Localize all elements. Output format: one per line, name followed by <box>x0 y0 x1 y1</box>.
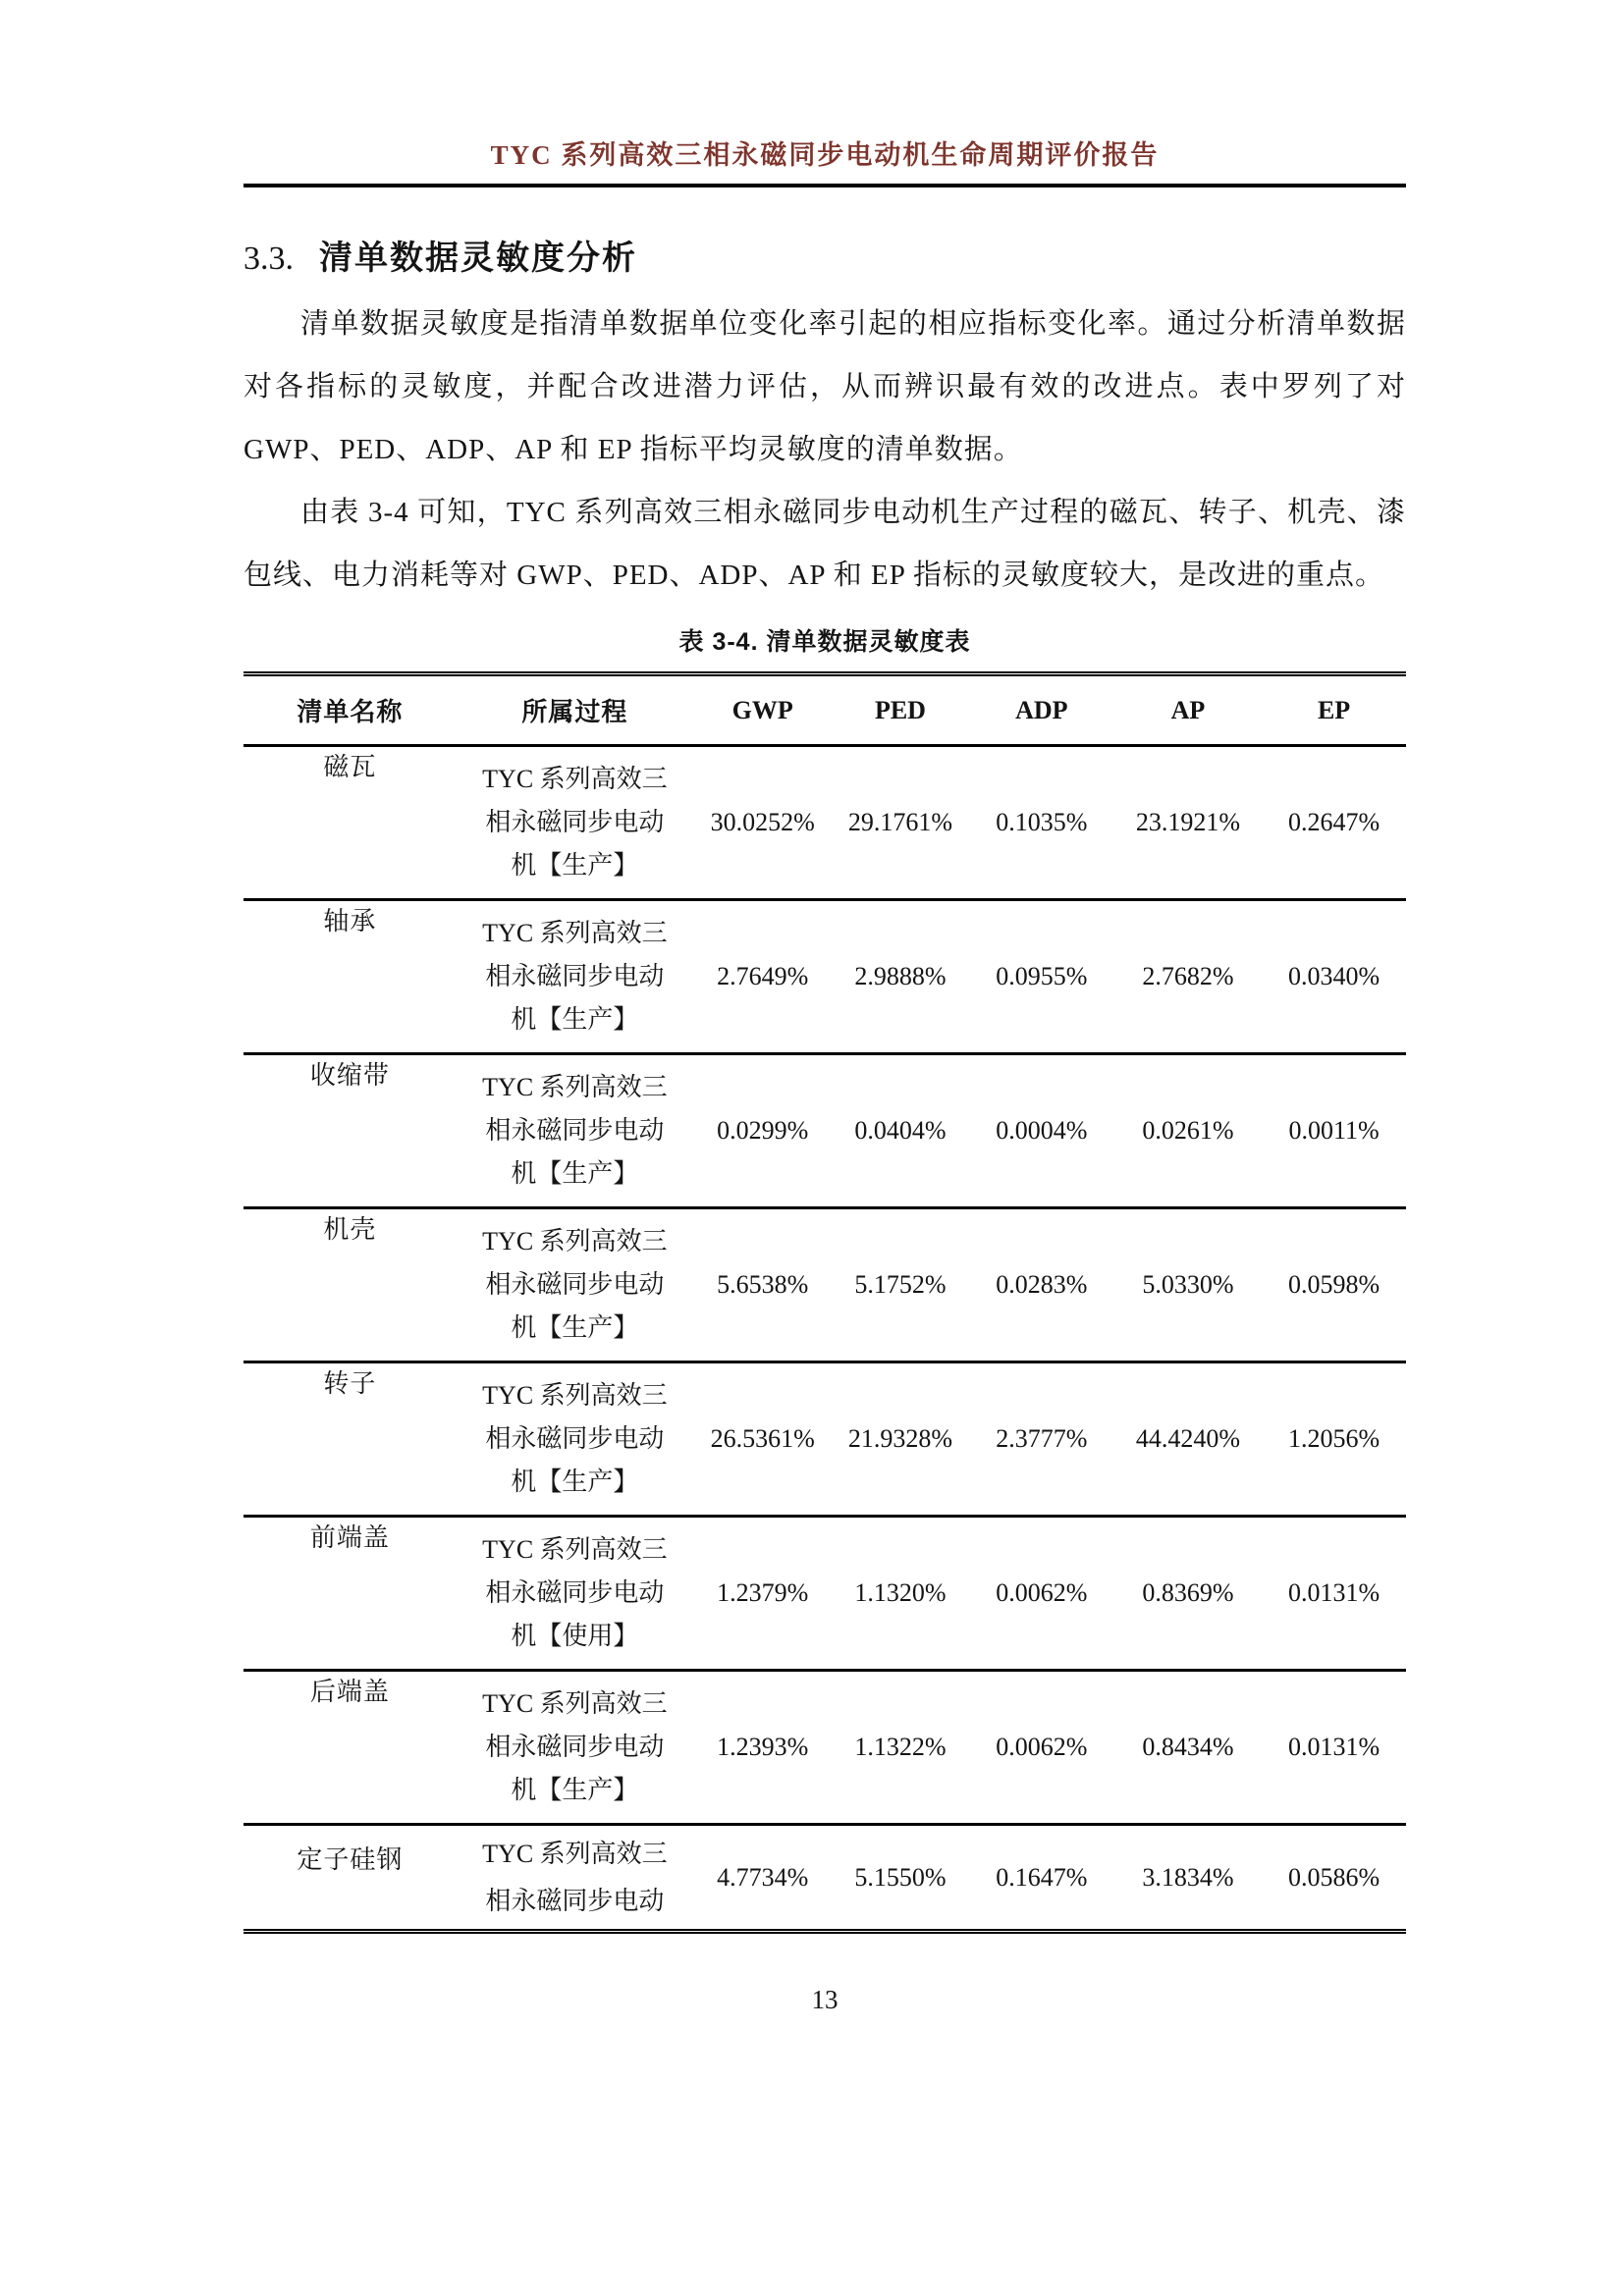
gwp-value: 5.6538% <box>717 1270 809 1299</box>
gwp-value: 1.2393% <box>717 1733 809 1761</box>
inventory-name: 收缩带 <box>309 1061 390 1090</box>
adp-value: 2.3777% <box>996 1424 1088 1453</box>
ep-value: 0.0131% <box>1287 1733 1380 1761</box>
inventory-name: 前端盖 <box>309 1523 390 1552</box>
column-header-inventory-name: 清单名称 <box>244 674 457 746</box>
process-cell <box>457 1208 694 1362</box>
ped-value: 5.1550% <box>854 1862 947 1892</box>
gwp-value: 30.0252% <box>710 808 815 836</box>
adp-value: 0.1035% <box>996 808 1088 836</box>
process-cell <box>457 746 694 900</box>
gwp-value: 1.2379% <box>717 1578 809 1607</box>
table-row <box>244 900 1406 1054</box>
ep-value: 0.0131% <box>1287 1578 1380 1607</box>
process-line: 相永磁同步电动 <box>485 1733 665 1761</box>
ped-value: 1.1320% <box>854 1578 947 1607</box>
column-header-ap: AP <box>1114 674 1262 746</box>
gwp-value: 26.5361% <box>710 1424 815 1453</box>
ped-value: 21.9328% <box>847 1424 953 1453</box>
ap-value: 0.8369% <box>1142 1578 1234 1607</box>
process-line: 机【生产】 <box>511 1159 639 1188</box>
inventory-name: 后端盖 <box>309 1678 390 1706</box>
process-line: 相永磁同步电动 <box>485 808 665 836</box>
table-row <box>244 1208 1406 1362</box>
section-number: 3.3. <box>244 240 294 277</box>
inventory-name: 机壳 <box>323 1215 377 1244</box>
column-header-adp: ADP <box>969 674 1114 746</box>
ap-value: 44.4240% <box>1135 1424 1241 1453</box>
inventory-name: 定子硅钢 <box>297 1845 404 1874</box>
process-cell <box>457 1362 694 1517</box>
table-caption: 表 3-4. 清单数据灵敏度表 <box>678 628 971 656</box>
ap-value: 2.7682% <box>1142 962 1234 990</box>
process-line: 机【生产】 <box>511 1468 639 1496</box>
ep-value: 0.2647% <box>1287 808 1380 836</box>
adp-value: 0.0004% <box>996 1116 1088 1145</box>
ap-value: 23.1921% <box>1135 808 1241 836</box>
ped-value: 2.9888% <box>854 962 947 990</box>
table-row <box>244 1671 1406 1825</box>
process-line: 机【生产】 <box>511 1313 639 1342</box>
process-cell <box>457 1825 694 1932</box>
inventory-name: 轴承 <box>323 907 377 935</box>
ep-value: 0.0340% <box>1287 962 1380 990</box>
page-number: 13 <box>811 1985 839 2014</box>
process-line: 机【生产】 <box>511 851 639 880</box>
adp-value: 0.0283% <box>996 1270 1088 1299</box>
process-line: 机【使用】 <box>511 1622 639 1650</box>
column-header-ep: EP <box>1262 674 1406 746</box>
ep-value: 0.0598% <box>1287 1270 1380 1299</box>
adp-value: 0.1647% <box>996 1862 1088 1892</box>
process-line: 相永磁同步电动 <box>485 1886 665 1915</box>
running-header-text: TYC 系列高效三相永磁同步电动机生命周期评价报告 <box>490 140 1160 170</box>
process-line: 相永磁同步电动 <box>485 1578 665 1607</box>
process-line: TYC 系列高效三 <box>482 765 668 793</box>
table-row <box>244 746 1406 900</box>
ap-value: 0.8434% <box>1142 1733 1234 1761</box>
paragraph-2: 由表 3-4 可知，TYC 系列高效三相永磁同步电动机生产过程的磁瓦、转子、机壳、漆包线、电力消耗等对 GWP、PED、ADP、AP 和 EP 指标的灵敏度较大，是改进的重点。 <box>244 497 1406 591</box>
process-line: TYC 系列高效三 <box>482 1689 668 1718</box>
process-line: TYC 系列高效三 <box>482 919 668 947</box>
process-cell <box>457 1054 694 1208</box>
inventory-name: 磁瓦 <box>323 753 377 781</box>
table-row <box>244 1054 1406 1208</box>
process-cell <box>457 1517 694 1671</box>
process-cell <box>457 900 694 1054</box>
gwp-value: 4.7734% <box>717 1862 809 1892</box>
ped-value: 29.1761% <box>847 808 953 836</box>
running-header <box>244 133 1406 187</box>
section-title: 清单数据灵敏度分析 <box>319 240 637 277</box>
gwp-value: 2.7649% <box>717 962 809 990</box>
ep-value: 0.0586% <box>1287 1862 1380 1892</box>
adp-value: 0.0062% <box>996 1578 1088 1607</box>
process-line: TYC 系列高效三 <box>482 1227 668 1255</box>
process-line: 相永磁同步电动 <box>485 1270 665 1299</box>
adp-value: 0.0955% <box>996 962 1088 990</box>
ped-value: 5.1752% <box>854 1270 947 1299</box>
process-line: 相永磁同步电动 <box>485 962 665 990</box>
table-row <box>244 1517 1406 1671</box>
table-row <box>244 1362 1406 1517</box>
column-header-process: 所属过程 <box>457 674 694 746</box>
table-row <box>244 1825 1406 1932</box>
process-line: 相永磁同步电动 <box>485 1424 665 1453</box>
process-line: TYC 系列高效三 <box>482 1535 668 1564</box>
process-line: TYC 系列高效三 <box>482 1381 668 1410</box>
inventory-name: 转子 <box>323 1369 377 1398</box>
gwp-value: 0.0299% <box>717 1116 809 1145</box>
process-line: TYC 系列高效三 <box>482 1073 668 1101</box>
ap-value: 0.0261% <box>1142 1116 1234 1145</box>
sensitivity-table <box>244 671 1406 1934</box>
ap-value: 3.1834% <box>1142 1862 1234 1892</box>
ped-value: 0.0404% <box>854 1116 947 1145</box>
ep-value: 1.2056% <box>1287 1424 1380 1453</box>
column-header-gwp: GWP <box>693 674 832 746</box>
ep-value: 0.0011% <box>1288 1116 1380 1145</box>
process-line: 机【生产】 <box>511 1776 639 1804</box>
process-line: 机【生产】 <box>511 1005 639 1034</box>
section-heading <box>244 231 1406 279</box>
process-line: 相永磁同步电动 <box>485 1116 665 1145</box>
paragraph-1: 清单数据灵敏度是指清单数据单位变化率引起的相应指标变化率。通过分析清单数据对各指标的灵敏度，并配合改进潜力评估，从而辨识最有效的改进点。表中罗列了对 GWP、PED、ADP、AP 和 EP 指标平均灵敏度的清单数据。 <box>244 308 1406 465</box>
column-header-ped: PED <box>832 674 969 746</box>
process-line: TYC 系列高效三 <box>482 1839 668 1868</box>
ap-value: 5.0330% <box>1142 1270 1234 1299</box>
adp-value: 0.0062% <box>996 1733 1088 1761</box>
table-header-row <box>244 674 1406 746</box>
process-cell <box>457 1671 694 1825</box>
ped-value: 1.1322% <box>854 1733 947 1761</box>
